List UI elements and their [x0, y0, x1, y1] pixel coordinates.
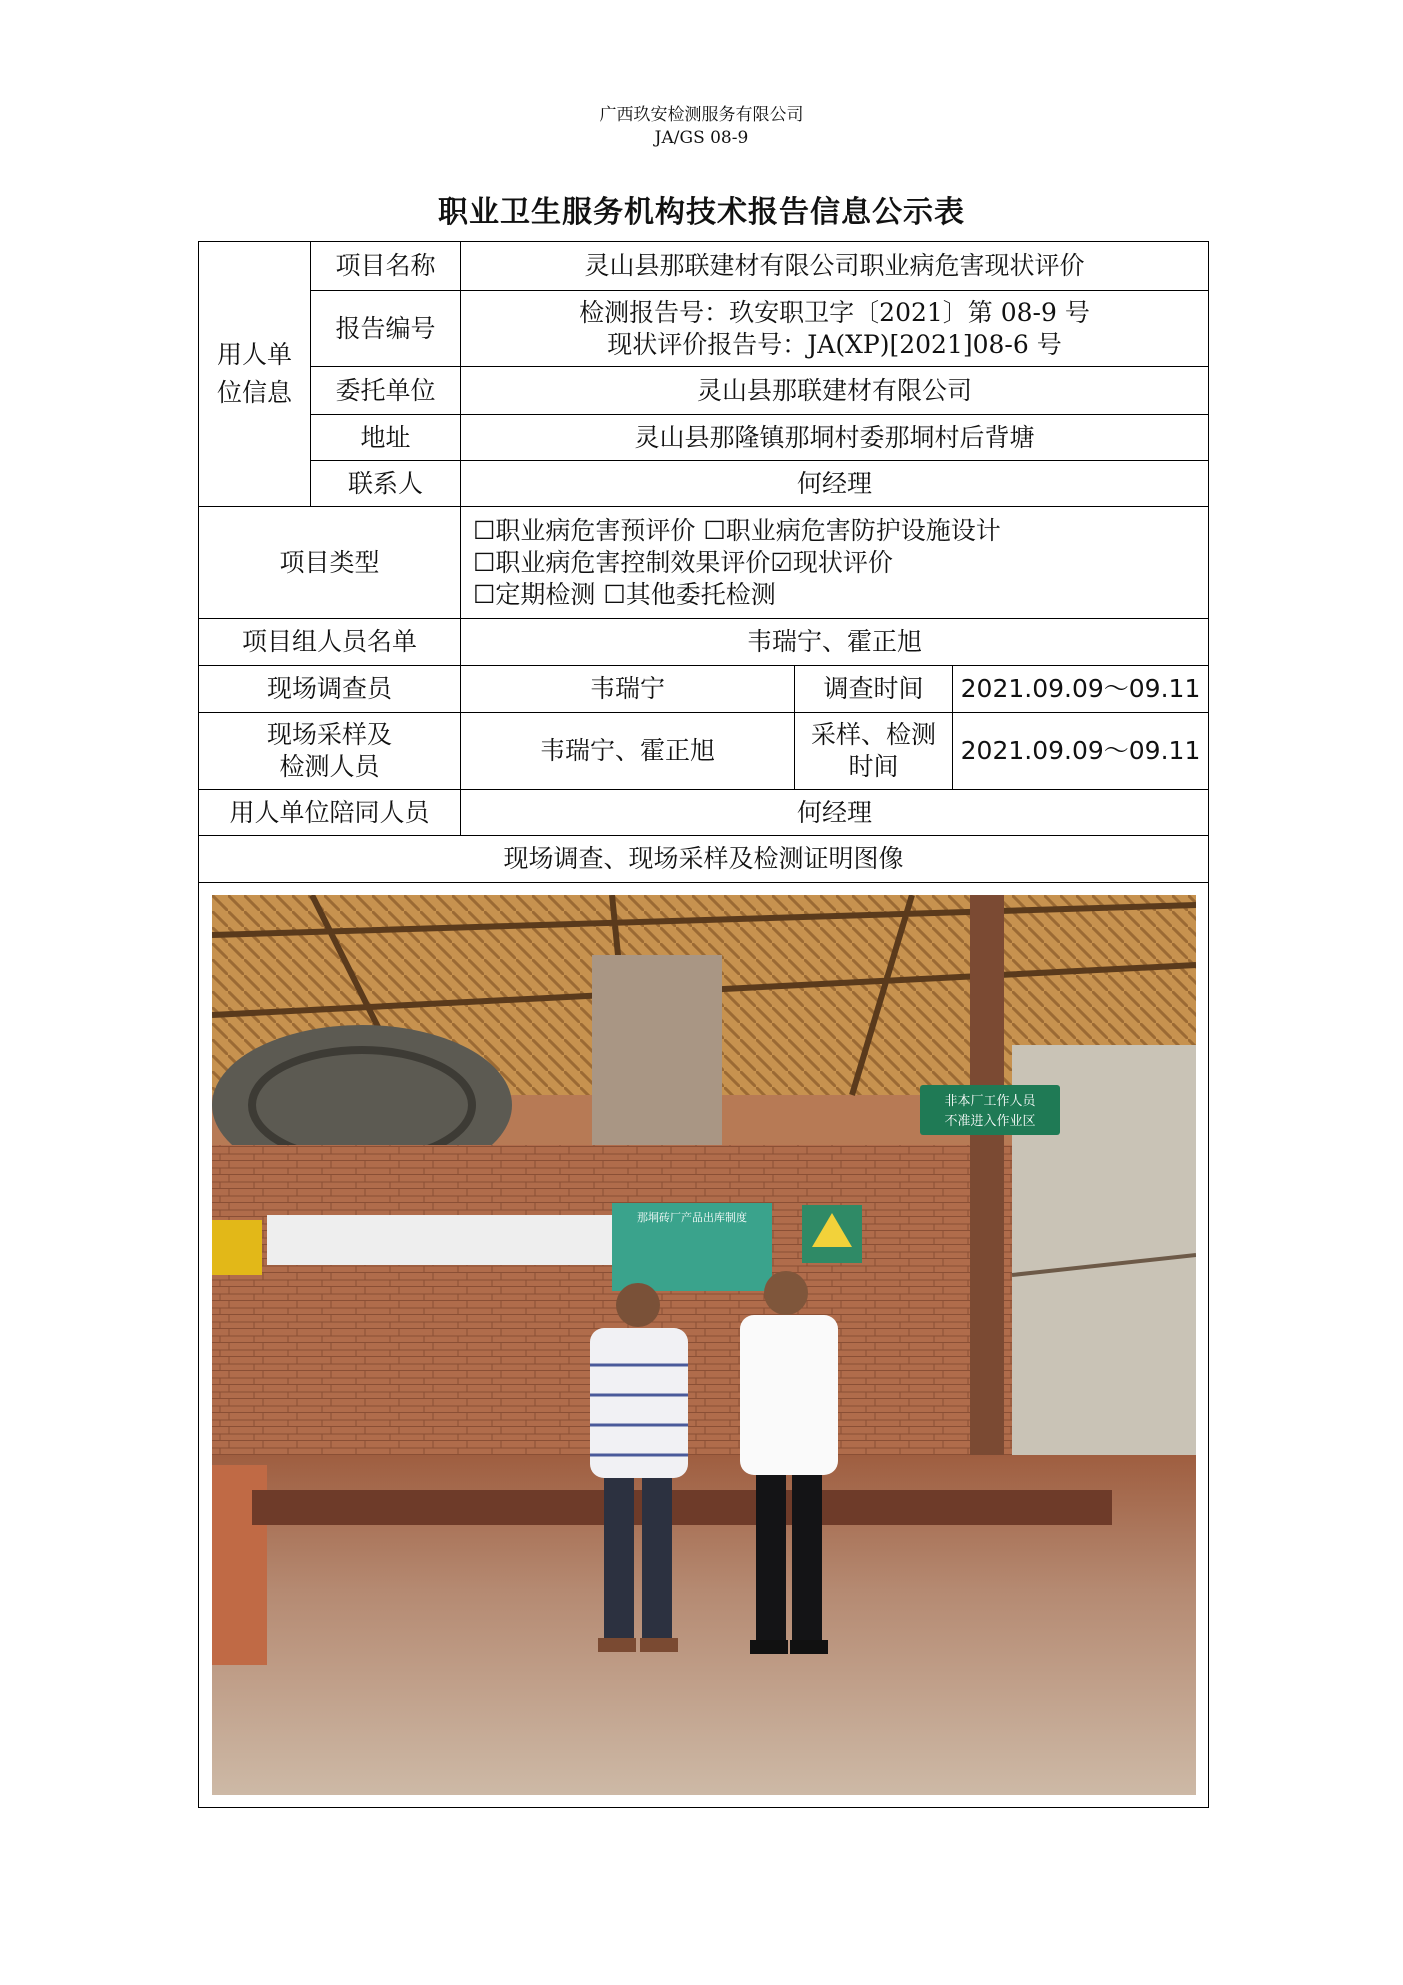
survey-value: 韦瑞宁 [461, 666, 795, 713]
site-photo-illustration [212, 895, 1196, 1795]
site-photo [212, 895, 1196, 1795]
sampling-label-line1: 现场采样及 [266, 720, 392, 749]
project-name-value: 灵山县那联建材有限公司职业病危害现状评价 [461, 242, 1209, 291]
page-title: 职业卫生服务机构技术报告信息公示表 [438, 195, 965, 230]
survey-time-label: 调查时间 [795, 666, 953, 713]
info-table [198, 241, 1209, 1808]
survey-time: 2021.09.09～09.11 [953, 666, 1209, 713]
no-entry-sign-line2: 不准进入作业区 [943, 1114, 1036, 1129]
address-label: 地址 [311, 415, 461, 461]
row-contact [199, 461, 1209, 507]
project-type-line1: ☐职业病危害预评价 ☐职业病危害防护设施设计 [473, 515, 1001, 545]
report-no-value [461, 291, 1209, 367]
sampling-time: 2021.09.09～09.11 [953, 713, 1209, 790]
survey-label: 现场调查员 [199, 666, 461, 713]
safety-notice-strip [267, 1215, 612, 1265]
sampling-value: 韦瑞宁、霍正旭 [461, 713, 795, 790]
report-no-line2: 现状评价报告号：JA(XP)[2021]08-6 号 [607, 329, 1062, 359]
row-photo [199, 883, 1209, 1808]
row-survey [199, 666, 1209, 713]
row-report-no [199, 291, 1209, 367]
client-value: 灵山县那联建材有限公司 [461, 367, 1209, 415]
sampling-time-label-line1: 采样、检测 [810, 720, 936, 749]
project-type-line3: ☐定期检测 ☐其他委托检测 [473, 579, 776, 609]
row-team [199, 619, 1209, 666]
project-type-options [461, 507, 1209, 619]
row-project-type [199, 507, 1209, 619]
doc-code: JA/GS 08-9 [654, 128, 749, 148]
project-name-label: 项目名称 [311, 242, 461, 291]
project-type-label: 项目类型 [199, 507, 461, 619]
contact-label: 联系人 [311, 461, 461, 507]
report-no-label: 报告编号 [311, 291, 461, 367]
sampling-label-line2: 检测人员 [279, 752, 380, 781]
team-value: 韦瑞宁、霍正旭 [461, 619, 1209, 666]
sampling-time-label [795, 713, 953, 790]
no-entry-sign-line1: 非本厂工作人员 [943, 1094, 1036, 1109]
report-no-line1: 检测报告号：玖安职卫字〔2021〕第 08-9 号 [579, 297, 1090, 327]
steel-pillar [970, 895, 1004, 1475]
project-type-line2: ☐职业病危害控制效果评价☑现状评价 [473, 547, 893, 577]
row-project-name [199, 242, 1209, 291]
row-photo-heading [199, 836, 1209, 883]
row-escort [199, 790, 1209, 836]
row-sampling [199, 713, 1209, 790]
address-value: 灵山县那隆镇那垌村委那垌村后背塘 [461, 415, 1209, 461]
escort-value: 何经理 [461, 790, 1209, 836]
employer-group-label: 用人单位信息 [199, 242, 311, 507]
photo-section-label: 现场调查、现场采样及检测证明图像 [199, 836, 1209, 883]
company-header: 广西玖安检测服务有限公司 [599, 105, 804, 125]
team-label: 项目组人员名单 [199, 619, 461, 666]
rules-board-title: 那垌砖厂产品出库制度 [636, 1211, 747, 1224]
client-label: 委托单位 [311, 367, 461, 415]
row-address [199, 415, 1209, 461]
contact-value: 何经理 [461, 461, 1209, 507]
concrete-column [592, 955, 722, 1145]
sampling-label [199, 713, 461, 790]
rail-track [252, 1490, 1112, 1525]
sampling-time-label-line2: 时间 [848, 752, 899, 781]
photo-cell [199, 883, 1209, 1808]
safety-poster-yellow [212, 1220, 262, 1275]
row-client [199, 367, 1209, 415]
escort-label: 用人单位陪同人员 [199, 790, 461, 836]
